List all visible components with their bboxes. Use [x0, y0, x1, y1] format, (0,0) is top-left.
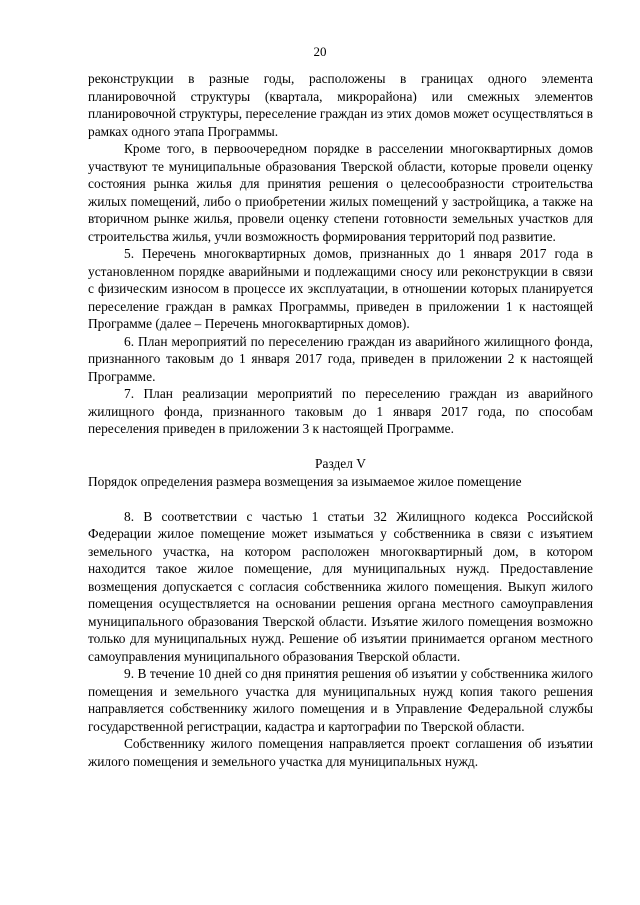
document-body — [88, 70, 593, 770]
paragraph: Собственнику жилого помещения направляется проект соглашения об изъятии жилого помещения и земельного участка для муниципальных нужд. — [88, 736, 593, 769]
paragraph: 9. В течение 10 дней со дня принятия решения об изъятии у собственника жилого помещения и земельного участка для муниципальных нужд копия такого решения направляется собственнику жилого помещения и в Управление Федеральной службы государственной регистрации, кадастра и картографии по Тверской области. — [88, 666, 593, 734]
section-label: Раздел V — [315, 456, 366, 471]
blank-line — [88, 438, 593, 456]
page-number: 20 — [313, 44, 327, 59]
paragraph: 8. В соответствии с частью 1 статьи 32 Жилищного кодекса Российской Федерации жилое помещение может изыматься у собственника в связи с изъятием земельного участка, на котором расположен многоквартирный дом, в котором находится такое жилое помещение, для муниципальных нужд. Предоставление возмещения допускается с согласия собственника жилого помещения. Выкуп жилого помещения осуществляется на основании решения органа местного самоуправления муниципального образования Тверской области. Изъятие жилого помещения возможно только для муниципальных нужд. Решение об изъятии принимается органом местного самоуправления муниципального образования Тверской области. — [88, 508, 593, 664]
paragraph: Кроме того, в первоочередном порядке в расселении многоквартирных домов участвуют те муниципальные образования Тверской области, которые провели оценку состояния рынка жилья для принятия решения о целесообразности строительства жилых помещений, либо о приобретении жилых помещений у застройщика, а также на вторичном рынке жилья, провели оценку степени готовности земельных участков для строительства жилья, учли возможность формирования территорий под развитие. — [88, 141, 593, 244]
paragraph: 5. Перечень многоквартирных домов, признанных до 1 января 2017 года в установленном порядке аварийными и подлежащими сносу или реконструкции в связи с физическим износом в процессе их эксплуатации, в отношении которых планируется переселение граждан в рамках Программы, приведен в приложении 1 к настоящей Программе (далее – Перечень многоквартирных домов). — [88, 246, 593, 331]
paragraph: 7. План реализации мероприятий по переселению граждан из аварийного жилищного фонда, признанного таковым до 1 января 2017 года, по способам переселения приведен в приложении 3 к настоящей Программе. — [88, 386, 593, 436]
section-title: Порядок определения размера возмещения за изымаемое жилое помещение — [88, 473, 522, 489]
paragraph: 6. План мероприятий по переселению граждан из аварийного жилищного фонда, признанного таковым до 1 января 2017 года, приведен в приложении 2 к настоящей Программе. — [88, 333, 593, 384]
paragraph: реконструкции в разные годы, расположены в границах одного элемента планировочной структуры (квартала, микрорайона) или смежных элементов планировочной структуры, переселение граждан из этих домов может осуществляться в рамках одного этапа Программы. — [88, 71, 593, 139]
blank-line — [88, 490, 593, 508]
